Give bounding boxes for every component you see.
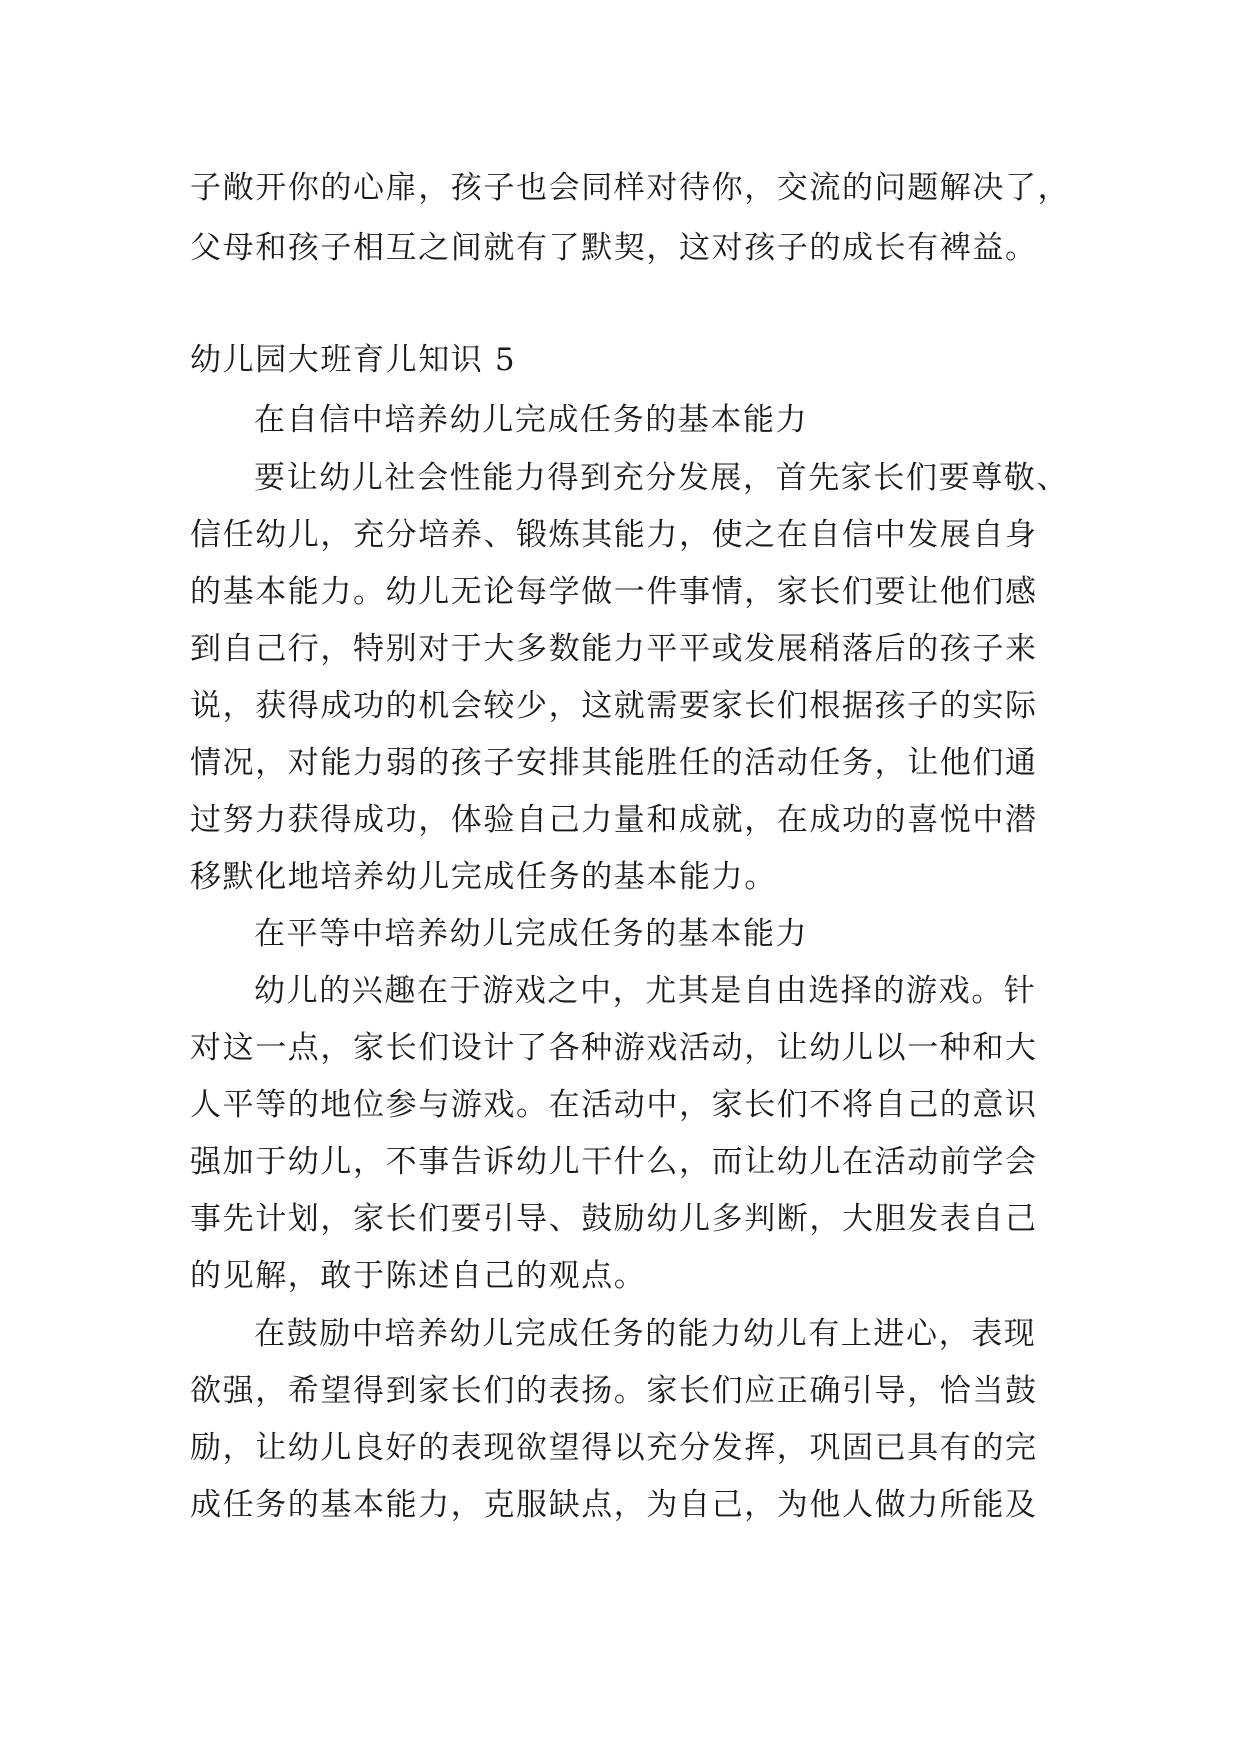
text-line: 的见解，敢于陈述自己的观点。: [190, 1258, 647, 1294]
text-line: 成任务的基本能力，克服缺点，为自己，为他人做力所能及: [190, 1487, 1038, 1523]
subheading: 在自信中培养幼儿完成任务的基本能力: [254, 402, 809, 438]
text-line: 励，让幼儿良好的表现欲望得以充分发挥，巩固已具有的完: [190, 1430, 1038, 1466]
text-line: 移默化地培养幼儿完成任务的基本能力。: [190, 859, 777, 895]
text-line: 信任幼儿，充分培养、锻炼其能力，使之在自信中发展自身: [190, 517, 1038, 553]
text-line: 子敞开你的心扉，孩子也会同样对待你，交流的问题解决了，: [190, 170, 1071, 206]
text-line: 过努力获得成功，体验自己力量和成就，在成功的喜悦中潜: [190, 802, 1038, 838]
text-line: 对这一点，家长们设计了各种游戏活动，让幼儿以一种和大: [190, 1030, 1038, 1066]
text-line: 说，获得成功的机会较少，这就需要家长们根据孩子的实际: [190, 688, 1038, 724]
text-line: 人平等的地位参与游戏。在活动中，家长们不将自己的意识: [190, 1087, 1038, 1123]
text-line: 在鼓励中培养幼儿完成任务的能力幼儿有上进心，表现: [254, 1316, 1037, 1352]
subheading: 在平等中培养幼儿完成任务的基本能力: [254, 916, 809, 952]
text-line: 强加于幼儿，不事告诉幼儿干什么，而让幼儿在活动前学会: [190, 1144, 1038, 1180]
text-line: 的基本能力。幼儿无论每学做一件事情，家长们要让他们感: [190, 574, 1038, 610]
text-line: 欲强，希望得到家长们的表扬。家长们应正确引导，恰当鼓: [190, 1373, 1038, 1409]
text-line: 父母和孩子相互之间就有了默契，这对孩子的成长有裨益。: [190, 230, 1038, 266]
text-line: 情况，对能力弱的孩子安排其能胜任的活动任务，让他们通: [190, 745, 1038, 781]
text-line: 到自己行，特别对于大多数能力平平或发展稍落后的孩子来: [190, 631, 1038, 667]
text-line: 幼儿的兴趣在于游戏之中，尤其是自由选择的游戏。针: [254, 973, 1037, 1009]
text-line: 事先计划，家长们要引导、鼓励幼儿多判断，大胆发表自己: [190, 1201, 1038, 1237]
text-line: 要让幼儿社会性能力得到充分发展，首先家长们要尊敬、: [254, 460, 1069, 496]
section-heading: 幼儿园大班育儿知识 5: [190, 342, 517, 378]
